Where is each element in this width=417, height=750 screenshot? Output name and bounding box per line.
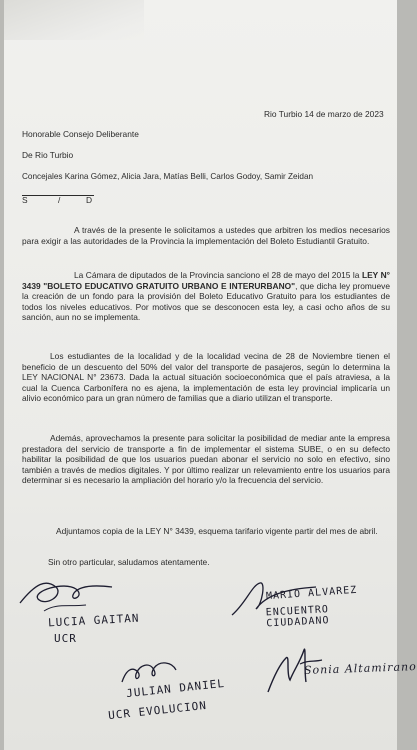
paragraph-request: A través de la presente le solicitamos a ustedes que arbitren los medios necesarios para exigir a las autoridades de la Provincia la implementación del Boleto Estudiantil Gratuito. [22,225,390,246]
paper-fold-shadow [4,0,144,40]
sd-right: D [86,195,93,205]
paragraph-law [22,270,390,323]
letter-date: Rio Turbio 14 de marzo de 2023 [264,109,384,119]
paragraph-attachment: Adjuntamos copia de la LEY N° 3439, esquema tarifario vigente partir del mes de abril. [56,526,378,536]
sd-slash: / [58,195,61,205]
sd-line [22,195,94,205]
addressee-council: Honorable Consejo Deliberante [22,129,139,139]
paragraph-students: Los estudiantes de la localidad y de la localidad vecina de 28 de Noviembre tienen el beneficio de un descuento del 50% del valor del transporte de pasajeros, según lo determina la LEY NACIONAL N° 23673. Dada la actual situación socioeconómica que el país atraviesa, a la cual la Cuenca Carbonífera no es ajena, la implementación de esta ley provincial implicaría un alivio económico para un gran número de familias que a diario utilizan el transporte. [22,351,390,404]
sd-left: S [22,195,28,205]
paragraph-law-body: , que dicha ley promueve la creación de un fondo para la provisión del Boleto Educativo Gratuito para los estudiantes de todos los niveles educativos. Por motivos que se desconocen esta ley, a casi ocho años de su sanción, aun no se implementa. [22,280,391,323]
signature-1-scribble [16,573,126,615]
signature-3-name: JULIAN DANIEL [125,676,226,701]
signature-2-name: MARIO ALVAREZ [265,584,358,603]
signature-1-party: UCR [54,632,77,645]
addressee-city: De Rio Turbio [22,150,74,160]
closing: Sin otro particular, saludamos atentamente. [48,557,210,567]
paragraph-law-intro: La Cámara de diputados de la Provincia sanciono el 28 de mayo del 2015 la [74,270,362,280]
law-title: LEY N° 3439 "BOLETO EDUCATIVO GRATUITO URBANO E INTERURBANO" [22,270,390,291]
signature-1-name: LUCIA GAITAN [47,611,140,630]
signature-3-party: UCR EVOLUCION [107,698,208,723]
signature-2-party: ENCUENTRO CIUDADANO [265,604,330,630]
letter-page [4,0,417,750]
paragraph-sube: Además, aprovechamos la presente para solicitar la posibilidad de mediar ante la empresa prestadora del servicio de transporte a fin de implementar el sistema SUBE, o en su defecto habilitar la posibilidad de que los usuarios puedan abonar el servicio no solo en efectivo, sino también a través de medios digitales. Y por último realizar un relevamiento entre los usuarios para determinar si es necesario la ampliación del horario y/o la frecuencia del servicio. [22,433,390,486]
addressee-councillors: Concejales Karina Gómez, Alicia Jara, Matías Belli, Carlos Godoy, Samir Zeidan [22,172,314,181]
signature-4-name: Sonia Altamirano [303,660,417,677]
